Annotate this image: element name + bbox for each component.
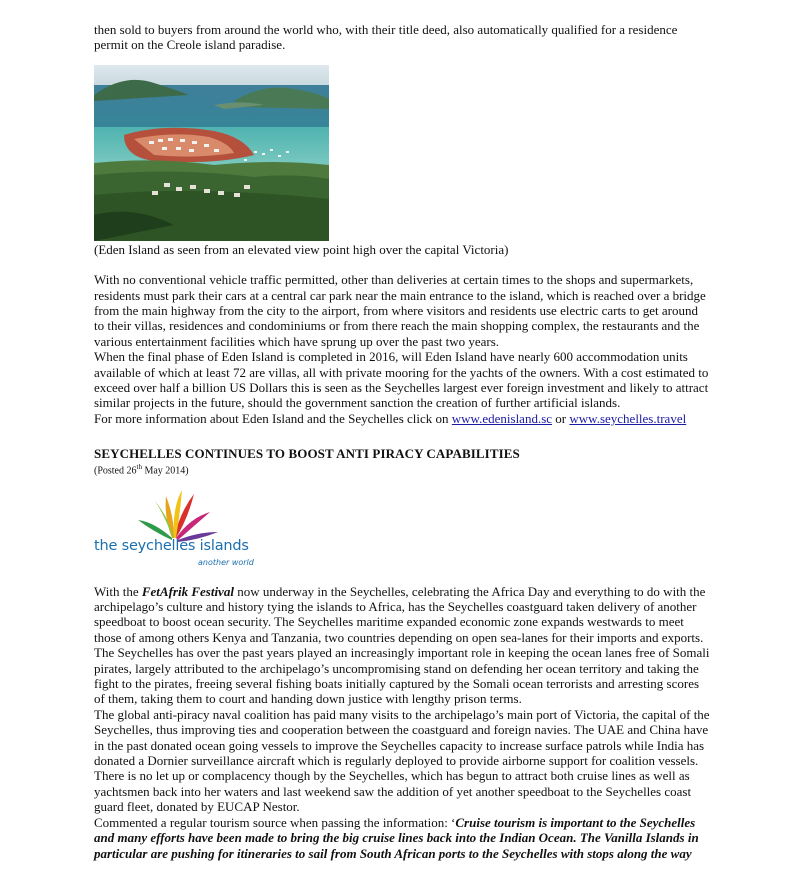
edenisland-link[interactable]: www.edenisland.sc: [451, 410, 553, 426]
intro-paragraph: then sold to buyers from around the world who, with their title deed, also automatically qualified for a residence permit on the Creole island paradise.: [94, 22, 678, 53]
logo-name: the seychelles islands: [94, 537, 249, 554]
posted-prefix: (Posted 26: [94, 465, 137, 477]
paragraph-access: With no conventional vehicle traffic permitted, other than deliveries at certain times to the shops and supermarkets, residents must park their cars at a central car park near the main entrance to the island, which is reached over a bridge from the main highway from the city to the airport, from where visitors and residents use electric carts to get around to their villas, residences and condominiums or from there reach the main shopping complex, the restaurants and the various entertainment facilities which have sprung up over the past two years.: [94, 272, 706, 349]
article-paragraph-2: The global anti-piracy naval coalition has paid many visits to the archipelago’s main port of Victoria, the capital of the Seychelles, thus improving ties and cooperation between the coastguard and foreign navies. The UAE and China have in the past donated ocean going vessels to improve the Seychelles capacity to increase surface patrols while India has donated a Dornier surveillance aircraft which is regularly deployed to provide airborne support for coalition vessels.: [94, 706, 710, 769]
p4-prefix: Commented a regular tourism source when passing the information: ‘: [94, 814, 456, 830]
paragraph-final-phase: When the final phase of Eden Island is completed in 2016, will Eden Island have nearly 600 accommodation units available of which at least 72 are villas, all with private mooring for the yachts of the owners. With a cost estimated to exceed over half a billion US Dollars this is seen as the Seychelles largest ever foreign investment and likely to attract similar projects in the future, should the government sanction the creation of further artificial islands.: [94, 349, 709, 411]
eden-island-photo: [94, 65, 329, 241]
palm-fronds-icon: [94, 488, 244, 544]
more-info-line: [94, 411, 710, 426]
seychelles-travel-link[interactable]: www.seychelles.travel: [569, 410, 687, 426]
posted-sup: th: [136, 463, 142, 472]
posted-date: [94, 461, 710, 477]
seychelles-islands-logo: [94, 488, 254, 578]
p1-prefix: With the: [94, 583, 142, 599]
fetafrik-festival: FetAfrik Festival: [141, 583, 234, 599]
p4-quote: Cruise tourism is important to the Seychelles and many efforts have been made to bring the big cruise lines back into the Indian Ocean. The Vanilla Islands in particular are pushing for itineraries to sail from South African ports to the Seychelles with stops along the way: [94, 814, 699, 861]
p1-rest: now underway in the Seychelles, celebrating the Africa Day and everything to do with the archipelago’s culture and history tying the islands to Africa, has the Seychelles coastguard taken delivery of another speedboat to boost ocean security. The Seychelles maritime expanded economic zone expands westwards to meet those of among others Kenya and Tanzania, two countries depending on open sea-lanes for their imports and exports. The Seychelles has over the past years played an increasingly important role in keeping the ocean lanes free of Somali pirates, largely attributed to the archipelago’s uncompromising stand on defending her ocean territory and taking the fight to the pirates, freeing several fishing boats initially captured by the Somali ocean terrorists and arresting scores of them, taking them to court and handing down justice with lengthy prison terms.: [94, 583, 710, 707]
logo-tagline: another world: [198, 557, 254, 567]
more-info-middle: or: [552, 410, 570, 426]
posted-suffix: May 2014): [141, 465, 189, 477]
article-paragraph-1: [94, 584, 710, 707]
photo-caption: (Eden Island as seen from an elevated view point high over the capital Victoria): [94, 241, 509, 257]
section-title: SEYCHELLES CONTINUES TO BOOST ANTI PIRACY CAPABILITIES: [94, 446, 520, 462]
more-info-prefix: For more information about Eden Island and the Seychelles click on: [94, 410, 452, 426]
document-page: [94, 22, 710, 861]
article-paragraph-3: There is no let up or complacency though by the Seychelles, which has begun to attract both cruise lines as well as yachtsmen back into her waters and last weekend saw the addition of yet another speedboat to the Seychelles coast guard fleet, donated by EUCAP Nestor.: [94, 768, 692, 815]
article-paragraph-4: [94, 815, 710, 861]
